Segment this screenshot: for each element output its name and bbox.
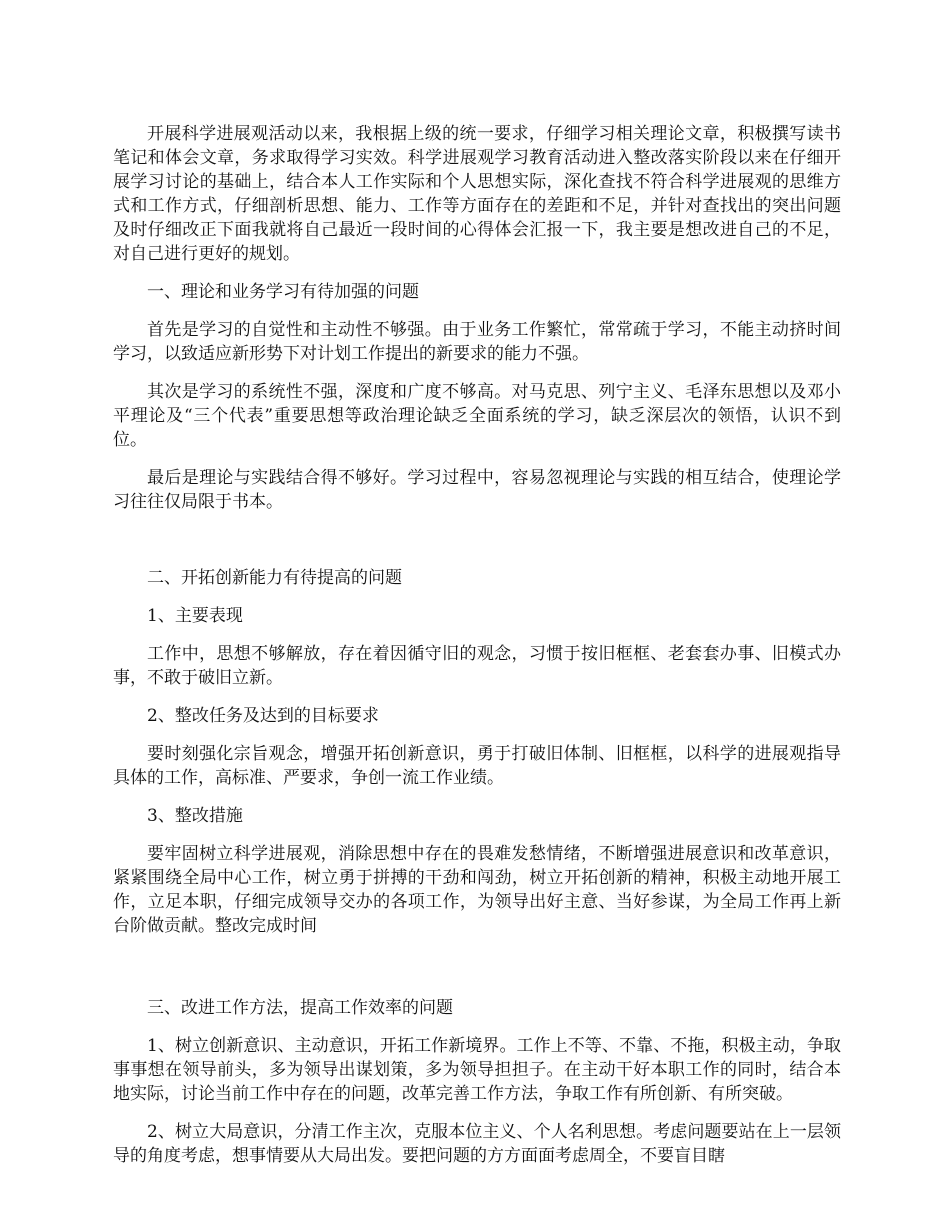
section-3-paragraph-2: 2、树立大局意识，分清工作主次，克服本位主义、个人名利思想。考虑问题要站在上一层领导的角度考虑，想事情要从大局出发。要把问题的方方面面考虑周全，不要盲目瞎 bbox=[113, 1122, 841, 1166]
section-spacer bbox=[113, 528, 841, 566]
section-3-heading: 三、改进工作方法，提高工作效率的问题 bbox=[147, 998, 453, 1018]
intro-paragraph: 开展科学进展观活动以来，我根据上级的统一要求，仔细学习相关理论文章，积极撰写读书笔记和体会文章，务求取得学习实效。科学进展观学习教育活动进入整改落实阶段以来在仔细开展学习讨论的基础上，结合本人工作实际和个人思想实际，深化查找不符合科学进展观的思维方式和工作方式，仔细剖析思想、能力、工作等方面存在的差距和不足，并针对查找出的突出问题及时仔细改正下面我就将自己最近一段时间的心得体会汇报一下，我主要是想改进自己的不足，对自己进行更好的规划。 bbox=[113, 124, 841, 264]
section-2-paragraph-1: 工作中，思想不够解放，存在着因循守旧的观念，习惯于按旧框框、老套套办事、旧模式办事，不敢于破旧立新。 bbox=[113, 644, 841, 688]
section-1-paragraph-3: 最后是理论与实践结合得不够好。学习过程中，容易忽视理论与实践的相互结合，使理论学习往往仅局限于书本。 bbox=[113, 468, 841, 512]
section-2-subheading-1: 1、主要表现 bbox=[147, 606, 243, 626]
section-1-paragraph-2: 其次是学习的系统性不强，深度和广度不够高。对马克思、列宁主义、毛泽东思想以及邓小平理论及“三个代表”重要思想等政治理论缺乏全面系统的学习，缺乏深层次的领悟，认识不到位。 bbox=[113, 382, 841, 450]
section-1-heading: 一、理论和业务学习有待加强的问题 bbox=[147, 282, 419, 302]
section-2-subheading-2: 2、整改任务及达到的目标要求 bbox=[147, 706, 379, 726]
section-1-paragraph-1: 首先是学习的自觉性和主动性不够强。由于业务工作繁忙，常常疏于学习，不能主动挤时间学习，以致适应新形势下对计划工作提出的新要求的能力不强。 bbox=[113, 320, 841, 364]
section-2-paragraph-3: 要牢固树立科学进展观，消除思想中存在的畏难发愁情绪，不断增强进展意识和改革意识，紧紧围绕全局中心工作，树立勇于拼搏的干劲和闯劲，树立开拓创新的精神，积极主动地开展工作，立足本职，仔细完成领导交办的各项工作，为领导出好主意、当好参谋，为全局工作再上新台阶做贡献。整改完成时间 bbox=[113, 844, 841, 936]
section-spacer bbox=[113, 952, 841, 996]
section-2-subheading-3: 3、整改措施 bbox=[147, 806, 243, 826]
section-3-paragraph-1: 1、树立创新意识、主动意识，开拓工作新境界。工作上不等、不靠、不拖，积极主动，争取事事想在领导前头，多为领导出谋划策，多为领导担担子。在主动干好本职工作的同时，结合本地实际，讨论当前工作中存在的问题，改革完善工作方法，争取工作有所创新、有所突破。 bbox=[113, 1036, 841, 1104]
document-body bbox=[113, 122, 841, 1182]
section-2-heading: 二、开拓创新能力有待提高的问题 bbox=[147, 568, 402, 588]
section-2-paragraph-2: 要时刻强化宗旨观念，增强开拓创新意识，勇于打破旧体制、旧框框，以科学的进展观指导具体的工作，高标准、严要求，争创一流工作业绩。 bbox=[113, 744, 841, 788]
